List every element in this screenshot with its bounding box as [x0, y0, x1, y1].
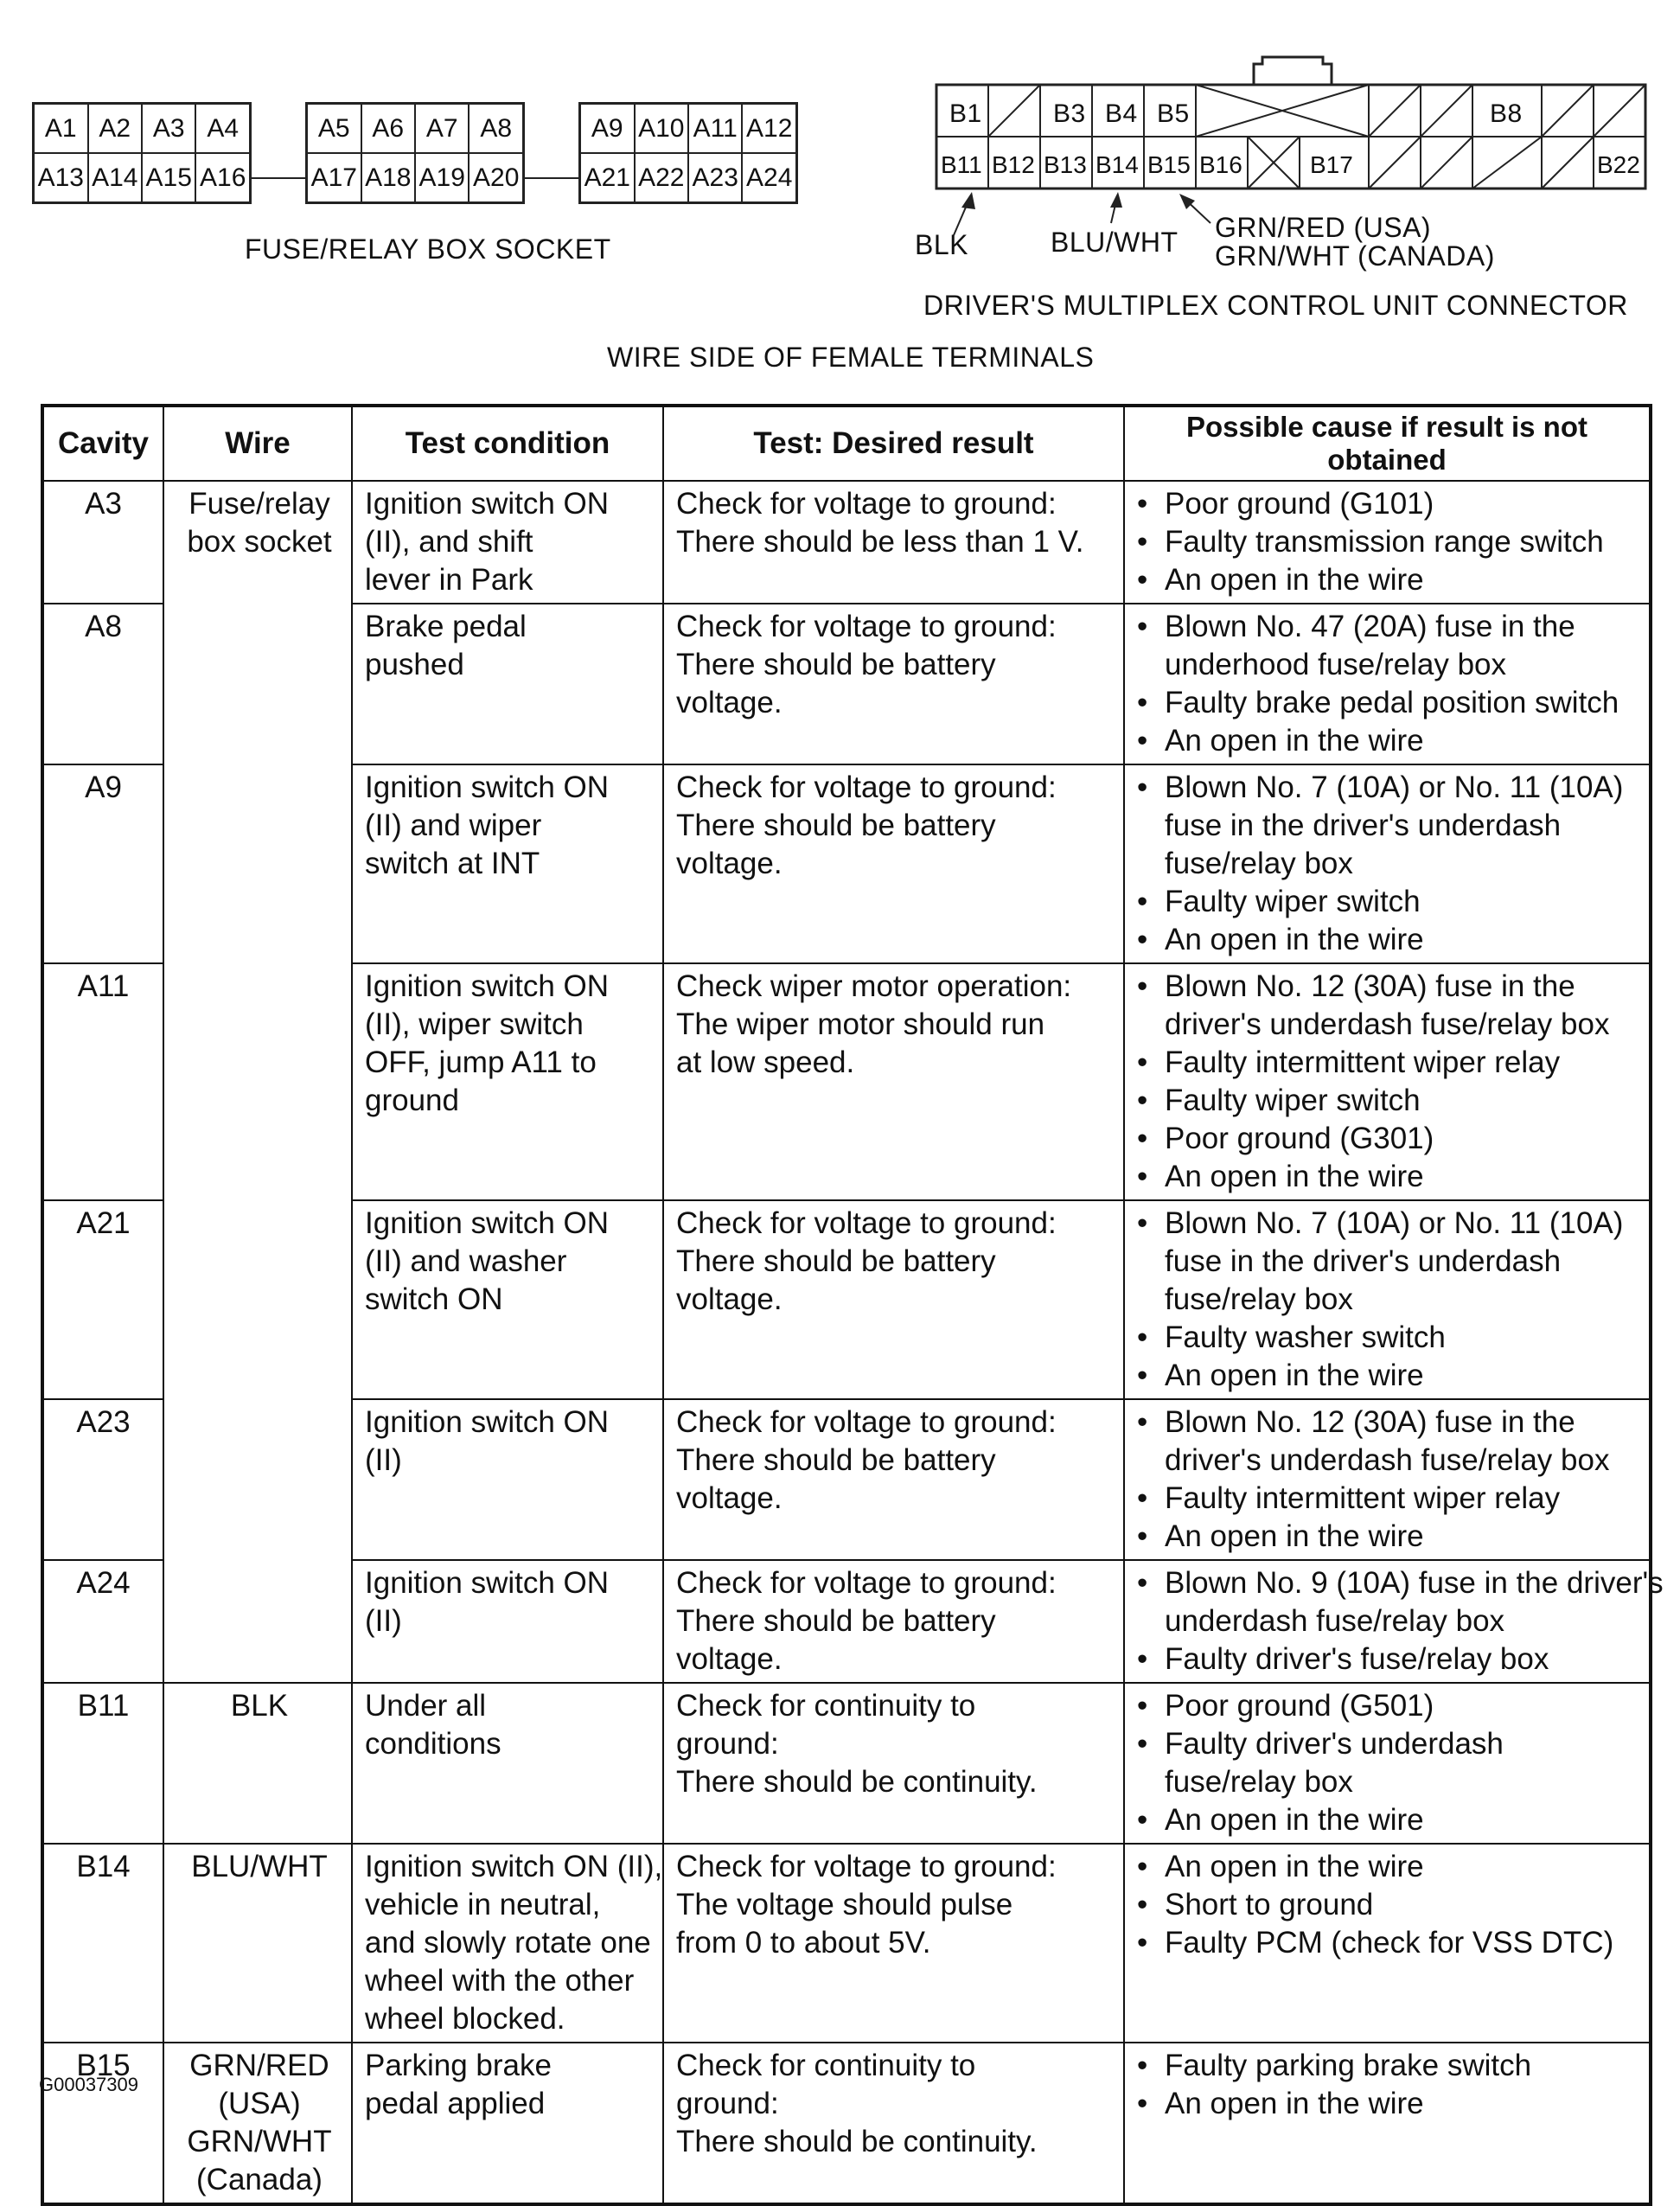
cell-line: Check for voltage to ground: [676, 487, 1057, 521]
cause-item: • An open in the wire [1137, 1518, 1640, 1556]
cause-item-continued: fuse/relay box [1165, 847, 1353, 880]
terminal: A7 [415, 104, 469, 154]
possible-cause-cell [1124, 1200, 1651, 1399]
terminal-label: B14 [1096, 151, 1139, 178]
cavity-cell: A9 [42, 764, 163, 963]
cell-line: switch at INT [365, 847, 540, 880]
cause-item-continued: fuse in the driver's underdash [1165, 809, 1562, 842]
terminal: A6 [361, 104, 415, 154]
cause-item: • Faulty PCM (check for VSS DTC) [1137, 1924, 1640, 1962]
desired-result-cell [663, 963, 1124, 1200]
possible-cause-cell [1124, 481, 1651, 604]
cause-item-continued: fuse in the driver's underdash [1165, 1244, 1562, 1278]
cell-line: at low speed. [676, 1045, 855, 1079]
col-header-desired-result: Test: Desired result [663, 406, 1124, 481]
fuse-relay-box-diagram [0, 0, 830, 277]
col-header-possible-cause: Possible cause if result is not obtained [1124, 406, 1651, 481]
cell-line: Ignition switch ON (II), [365, 1850, 663, 1883]
terminal: A1 [34, 104, 88, 154]
socket-link-line [525, 177, 578, 179]
cause-item: • Blown No. 9 (10A) fuse in the driver's [1137, 1564, 1640, 1602]
cause-item-continued: fuse/relay box [1165, 1765, 1353, 1799]
possible-cause-cell [1124, 764, 1651, 963]
col-header-cavity: Cavity [42, 406, 163, 481]
test-table [41, 404, 1664, 2206]
cell-line: Check for voltage to ground: [676, 771, 1057, 804]
cause-item: • Blown No. 7 (10A) or No. 11 (10A) [1137, 769, 1640, 807]
test-condition-cell [352, 963, 663, 1200]
desired-result-cell [663, 1844, 1124, 2043]
terminal-label: B4 [1105, 99, 1138, 128]
terminal-label: B8 [1490, 99, 1523, 128]
cell-line: Ignition switch ON [365, 1566, 610, 1600]
terminal-label: B12 [992, 151, 1035, 178]
cause-item: • An open in the wire [1137, 561, 1640, 599]
cell-line: GRN/WHT [187, 2125, 332, 2158]
test-condition-cell [352, 1560, 663, 1683]
cell-line: ground [365, 1084, 459, 1117]
cell-line: GRN/RED [189, 2049, 329, 2082]
terminal-label: B11 [941, 151, 982, 178]
desired-result-cell [663, 604, 1124, 764]
socket-link-line [252, 177, 305, 179]
wire-cell [163, 1683, 352, 1844]
terminal: A17 [307, 153, 361, 203]
cell-line: voltage. [676, 1481, 783, 1515]
table-row [42, 1683, 1651, 1844]
grn-canada-label: GRN/WHT (CANADA) [1215, 240, 1495, 272]
cavity-cell: A11 [42, 963, 163, 1200]
cell-line: Under all [365, 1689, 487, 1723]
terminal: A24 [742, 153, 796, 203]
connector-drawing [865, 0, 1680, 337]
cause-item-continued: driver's underdash fuse/relay box [1165, 1443, 1610, 1477]
fuse-socket-group-1 [32, 102, 252, 204]
terminal: A4 [195, 104, 250, 154]
possible-cause-cell [1124, 963, 1651, 1200]
wire-side-subtitle: WIRE SIDE OF FEMALE TERMINALS [607, 342, 1095, 373]
cell-line: pedal applied [365, 2087, 546, 2120]
test-condition-cell [352, 2043, 663, 2204]
cause-item: • An open in the wire [1137, 1158, 1640, 1196]
cause-item: • Faulty brake pedal position switch [1137, 684, 1640, 722]
desired-result-cell [663, 1683, 1124, 1844]
cell-line: (USA) [218, 2087, 301, 2120]
fuse-socket-group-2 [305, 102, 525, 204]
fuse-socket-group-3 [578, 102, 798, 204]
cause-item: • An open in the wire [1137, 921, 1640, 959]
desired-result-cell [663, 481, 1124, 604]
cell-line: There should be battery [676, 648, 996, 681]
wire-cell-shared [163, 481, 352, 1683]
terminal: A9 [580, 104, 635, 154]
desired-result-cell [663, 1200, 1124, 1399]
col-header-test-condition: Test condition [352, 406, 663, 481]
cell-line: (II), wiper switch [365, 1007, 584, 1041]
possible-cause-cell [1124, 2043, 1651, 2204]
cause-item: • Blown No. 47 (20A) fuse in the [1137, 608, 1640, 646]
cell-line: Ignition switch ON [365, 1206, 610, 1240]
cell-line: (II) [365, 1443, 402, 1477]
cell-line: pushed [365, 648, 464, 681]
cavity-cell: A3 [42, 481, 163, 604]
cause-item: • Faulty wiper switch [1137, 1082, 1640, 1120]
cell-line: (II) and washer [365, 1244, 567, 1278]
terminal: A18 [361, 153, 415, 203]
cell-line: from 0 to about 5V. [676, 1926, 931, 1960]
terminal: A23 [688, 153, 742, 203]
cell-line: The voltage should pulse [676, 1888, 1013, 1921]
desired-result-cell [663, 764, 1124, 963]
possible-cause-cell [1124, 1560, 1664, 1683]
cause-item: • An open in the wire [1137, 1357, 1640, 1395]
cell-line: There should be battery [676, 809, 996, 842]
cause-item-continued: driver's underdash fuse/relay box [1165, 1007, 1610, 1041]
cause-item-continued: underhood fuse/relay box [1165, 648, 1506, 681]
cause-item: • Poor ground (G101) [1137, 485, 1640, 523]
cause-item: • An open in the wire [1137, 1848, 1640, 1886]
cell-line: and slowly rotate one [365, 1926, 651, 1960]
cause-item: • Faulty driver's underdash [1137, 1725, 1640, 1763]
cell-line: BLK [230, 1689, 289, 1723]
terminal-label: B15 [1147, 151, 1191, 178]
cause-item: • Faulty driver's fuse/relay box [1137, 1640, 1640, 1678]
possible-cause-cell [1124, 1683, 1651, 1844]
terminal: A15 [142, 153, 195, 203]
cell-line: Fuse/relay [188, 487, 330, 521]
cavity-cell: B14 [42, 1844, 163, 2043]
terminal: A8 [469, 104, 523, 154]
cell-line: (II) [365, 1604, 402, 1638]
cause-item: • Blown No. 12 (30A) fuse in the [1137, 968, 1640, 1006]
cell-line: ground: [676, 2087, 779, 2120]
table-row [42, 1844, 1651, 2043]
mcu-connector-diagram [865, 0, 1680, 337]
terminal: A3 [142, 104, 195, 154]
wire-cell [163, 1844, 352, 2043]
possible-cause-cell [1124, 604, 1651, 764]
test-condition-cell [352, 764, 663, 963]
cell-line: (II) and wiper [365, 809, 542, 842]
table-row [42, 2043, 1651, 2204]
cause-item: • Poor ground (G501) [1137, 1687, 1640, 1725]
cell-line: There should be continuity. [676, 1765, 1038, 1799]
test-condition-cell [352, 481, 663, 604]
terminal: A10 [635, 104, 688, 154]
cell-line: There should be battery [676, 1244, 996, 1278]
cell-line: There should be continuity. [676, 2125, 1038, 2158]
terminal-label: B17 [1310, 151, 1353, 178]
test-condition-cell [352, 1200, 663, 1399]
terminal: A2 [88, 104, 142, 154]
cell-line: voltage. [676, 686, 783, 719]
terminal: A20 [469, 153, 523, 203]
test-condition-cell [352, 1399, 663, 1560]
cell-line: Check for voltage to ground: [676, 1405, 1057, 1439]
cell-line: Check for voltage to ground: [676, 1206, 1057, 1240]
cell-line: Ignition switch ON [365, 487, 610, 521]
cause-item: • Faulty intermittent wiper relay [1137, 1480, 1640, 1518]
terminal: A16 [195, 153, 250, 203]
cavity-cell: B11 [42, 1683, 163, 1844]
test-condition-cell [352, 604, 663, 764]
desired-result-cell [663, 1560, 1124, 1683]
cell-line: (Canada) [196, 2163, 323, 2196]
cell-line: Brake pedal [365, 610, 527, 643]
cell-line: ground: [676, 1727, 779, 1761]
grn-usa-label: GRN/RED (USA) [1215, 212, 1432, 243]
test-condition-cell [352, 1844, 663, 2043]
desired-result-cell [663, 1399, 1124, 1560]
test-condition-cell [352, 1683, 663, 1844]
cell-line: BLU/WHT [191, 1850, 328, 1883]
cause-item: • An open in the wire [1137, 2085, 1640, 2123]
terminal: A11 [688, 104, 742, 154]
cause-item: • Faulty washer switch [1137, 1319, 1640, 1357]
cell-line: Ignition switch ON [365, 1405, 610, 1439]
desired-result-cell [663, 2043, 1124, 2204]
cell-line: Check for continuity to [676, 2049, 976, 2082]
possible-cause-cell [1124, 1399, 1651, 1560]
cell-line: wheel blocked. [365, 2002, 565, 2036]
terminal: A13 [34, 153, 88, 203]
bluwht-label: BLU/WHT [1051, 227, 1179, 258]
cell-line: lever in Park [365, 563, 533, 597]
cell-line: vehicle in neutral, [365, 1888, 601, 1921]
terminal-label: B16 [1199, 151, 1242, 178]
cell-line: Ignition switch ON [365, 969, 610, 1003]
cause-item-continued: underdash fuse/relay box [1165, 1604, 1505, 1638]
cell-line: Check for voltage to ground: [676, 610, 1057, 643]
blk-label: BLK [915, 229, 968, 260]
wire-cell [163, 2043, 352, 2204]
terminal: A19 [415, 153, 469, 203]
terminal: A14 [88, 153, 142, 203]
cavity-cell: A21 [42, 1200, 163, 1399]
cause-item-continued: fuse/relay box [1165, 1282, 1353, 1316]
cell-line: Check for continuity to [676, 1689, 976, 1723]
terminal: A5 [307, 104, 361, 154]
terminal: A22 [635, 153, 688, 203]
cause-item: • Faulty transmission range switch [1137, 523, 1640, 561]
cell-line: There should be less than 1 V. [676, 525, 1084, 559]
cause-item: • Short to ground [1137, 1886, 1640, 1924]
cell-line: The wiper motor should run [676, 1007, 1045, 1041]
cell-line: There should be battery [676, 1604, 996, 1638]
cause-item: • Faulty wiper switch [1137, 883, 1640, 921]
cell-line: conditions [365, 1727, 501, 1761]
cavity-cell: B15 [42, 2043, 163, 2204]
mcu-caption: DRIVER'S MULTIPLEX CONTROL UNIT CONNECTOR [923, 290, 1628, 321]
cell-line: (II), and shift [365, 525, 533, 559]
header-row [42, 406, 1651, 481]
terminal: A21 [580, 153, 635, 203]
cell-line: voltage. [676, 847, 783, 880]
cause-item: • Poor ground (G301) [1137, 1120, 1640, 1158]
figure-id: G00037309 [39, 2074, 138, 2095]
terminal-label: B22 [1597, 151, 1640, 178]
cause-item: • Faulty intermittent wiper relay [1137, 1044, 1640, 1082]
cell-line: Parking brake [365, 2049, 552, 2082]
cell-line: Check wiper motor operation: [676, 969, 1072, 1003]
cell-line: wheel with the other [365, 1964, 635, 1998]
cell-line: Ignition switch ON [365, 771, 610, 804]
cavity-cell: A8 [42, 604, 163, 764]
terminal-label: B13 [1044, 151, 1087, 178]
table-body [42, 481, 1664, 2204]
fuse-box-caption: FUSE/RELAY BOX SOCKET [245, 233, 611, 265]
terminal-label: B5 [1157, 99, 1190, 128]
cavity-cell: A24 [42, 1560, 163, 1683]
cell-line: box socket [187, 525, 332, 559]
cause-item: • An open in the wire [1137, 722, 1640, 760]
cause-item: • An open in the wire [1137, 1801, 1640, 1839]
col-header-wire: Wire [163, 406, 352, 481]
possible-cause-cell [1124, 1844, 1651, 2043]
cause-item: • Blown No. 12 (30A) fuse in the [1137, 1404, 1640, 1442]
cavity-cell: A23 [42, 1399, 163, 1560]
table-row [42, 481, 1651, 604]
cell-line: switch ON [365, 1282, 503, 1316]
cell-line: Check for voltage to ground: [676, 1566, 1057, 1600]
cause-item: • Faulty parking brake switch [1137, 2047, 1640, 2085]
terminal: A12 [742, 104, 796, 154]
cell-line: There should be battery [676, 1443, 996, 1477]
terminal-label: B1 [949, 99, 982, 128]
cell-line: OFF, jump A11 to [365, 1045, 597, 1079]
cell-line: voltage. [676, 1642, 783, 1676]
cell-line: voltage. [676, 1282, 783, 1316]
cell-line: Check for voltage to ground: [676, 1850, 1057, 1883]
terminal-label: B3 [1053, 99, 1086, 128]
cause-item: • Blown No. 7 (10A) or No. 11 (10A) [1137, 1205, 1640, 1243]
